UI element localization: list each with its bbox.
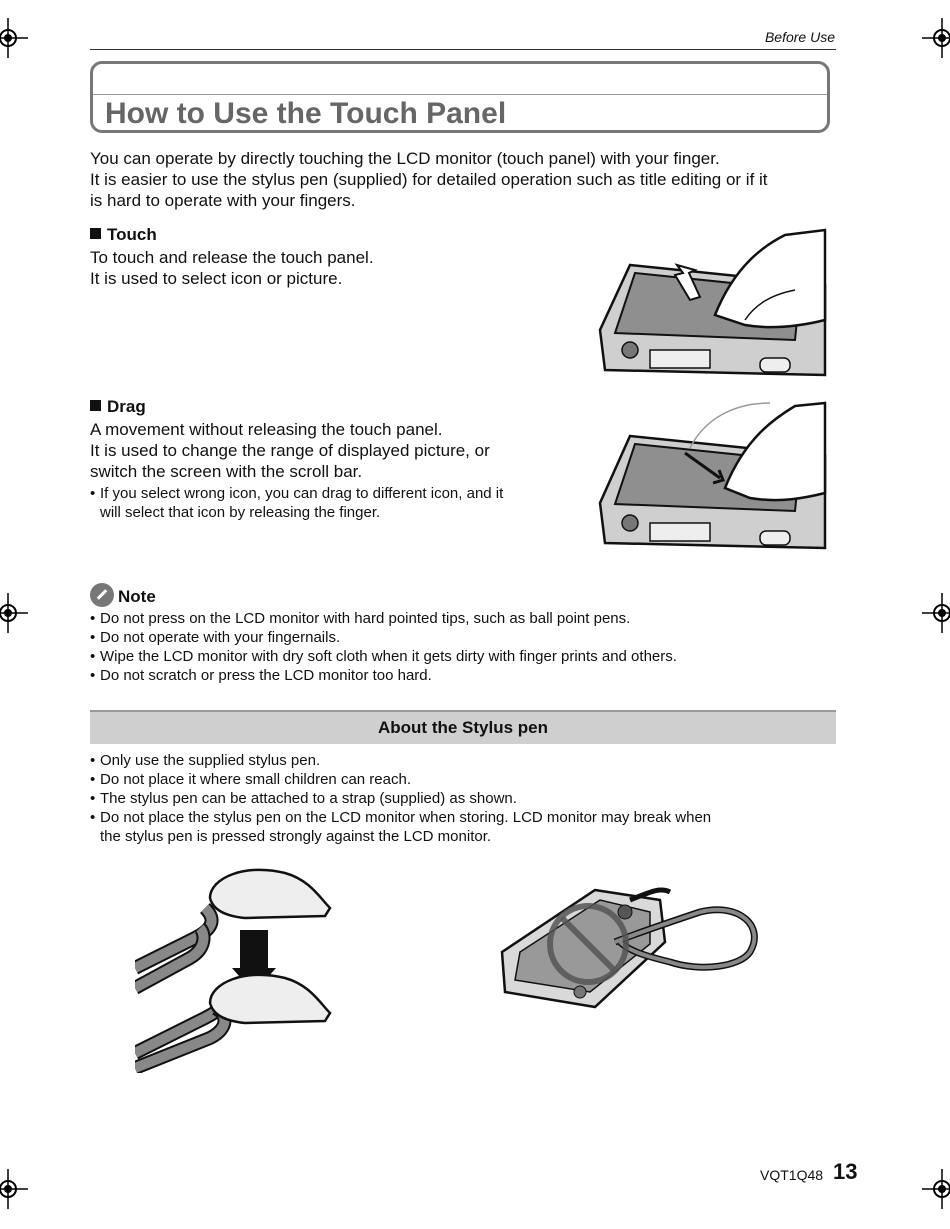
note-item: • Do not operate with your fingernails. — [90, 628, 850, 647]
square-bullet-icon — [90, 228, 101, 239]
intro-line: is hard to operate with your fingers. — [90, 191, 356, 210]
stylus-item: • Do not place it where small children can reach. — [90, 770, 850, 789]
registration-mark-icon — [922, 18, 950, 58]
drag-note — [90, 484, 580, 522]
note-section — [90, 583, 850, 685]
note-item: • Do not press on the LCD monitor with hard pointed tips, such as ball point pens. — [90, 609, 850, 628]
stylus-item — [90, 808, 850, 846]
drag-note-line: will select that icon by releasing the finger. — [100, 504, 381, 521]
header-divider — [90, 49, 836, 50]
registration-mark-icon — [922, 593, 950, 633]
page-title: How to Use the Touch Panel — [105, 97, 507, 130]
stylus-item: • Only use the supplied stylus pen. — [90, 751, 850, 770]
stylus-section-header: About the Stylus pen — [90, 710, 836, 744]
stylus-item-line: the stylus pen is pressed strongly against the LCD monitor. — [100, 828, 492, 845]
page-number: 13 — [833, 1159, 858, 1184]
note-heading — [90, 583, 850, 607]
intro-line: You can operate by directly touching the LCD monitor (touch panel) with your finger. — [90, 149, 720, 168]
touch-section — [90, 225, 570, 289]
drag-note-line: • If you select wrong icon, you can drag to different icon, and it — [100, 485, 504, 502]
touch-line: To touch and release the touch panel. — [90, 248, 374, 267]
note-item: • Do not scratch or press the LCD monitor too hard. — [90, 666, 850, 685]
touch-line: It is used to select icon or picture. — [90, 269, 343, 288]
drag-illustration — [595, 398, 830, 553]
document-code: VQT1Q48 — [760, 1167, 824, 1183]
note-heading-label: Note — [118, 587, 156, 606]
drag-heading-label: Drag — [107, 397, 146, 416]
strap-attach-illustration — [135, 858, 335, 1073]
touch-heading — [90, 225, 570, 245]
camera-strap-illustration — [500, 882, 765, 1022]
square-bullet-icon — [90, 400, 101, 411]
touch-illustration — [595, 225, 830, 380]
touch-heading-label: Touch — [107, 225, 157, 244]
registration-mark-icon — [0, 1169, 28, 1209]
registration-mark-icon — [922, 1169, 950, 1209]
note-item: • Wipe the LCD monitor with dry soft cloth when it gets dirty with finger prints and others. — [90, 647, 850, 666]
stylus-item: • The stylus pen can be attached to a strap (supplied) as shown. — [90, 789, 850, 808]
registration-mark-icon — [0, 593, 28, 633]
title-box-rule — [93, 94, 827, 95]
stylus-item-line: • Do not place the stylus pen on the LCD monitor when storing. LCD monitor may break when — [100, 809, 712, 826]
intro-line: It is easier to use the stylus pen (supplied) for detailed operation such as title editing or if it — [90, 170, 768, 189]
drag-line: It is used to change the range of displayed picture, or — [90, 441, 490, 460]
title-box — [90, 61, 830, 133]
drag-heading — [90, 397, 580, 417]
section-label: Before Use — [764, 29, 835, 45]
drag-line: A movement without releasing the touch panel. — [90, 420, 443, 439]
registration-mark-icon — [0, 18, 28, 58]
drag-section — [90, 397, 580, 522]
stylus-list — [90, 751, 850, 846]
drag-line: switch the screen with the scroll bar. — [90, 462, 363, 481]
pencil-note-icon — [90, 583, 114, 607]
intro-paragraph — [90, 148, 850, 211]
